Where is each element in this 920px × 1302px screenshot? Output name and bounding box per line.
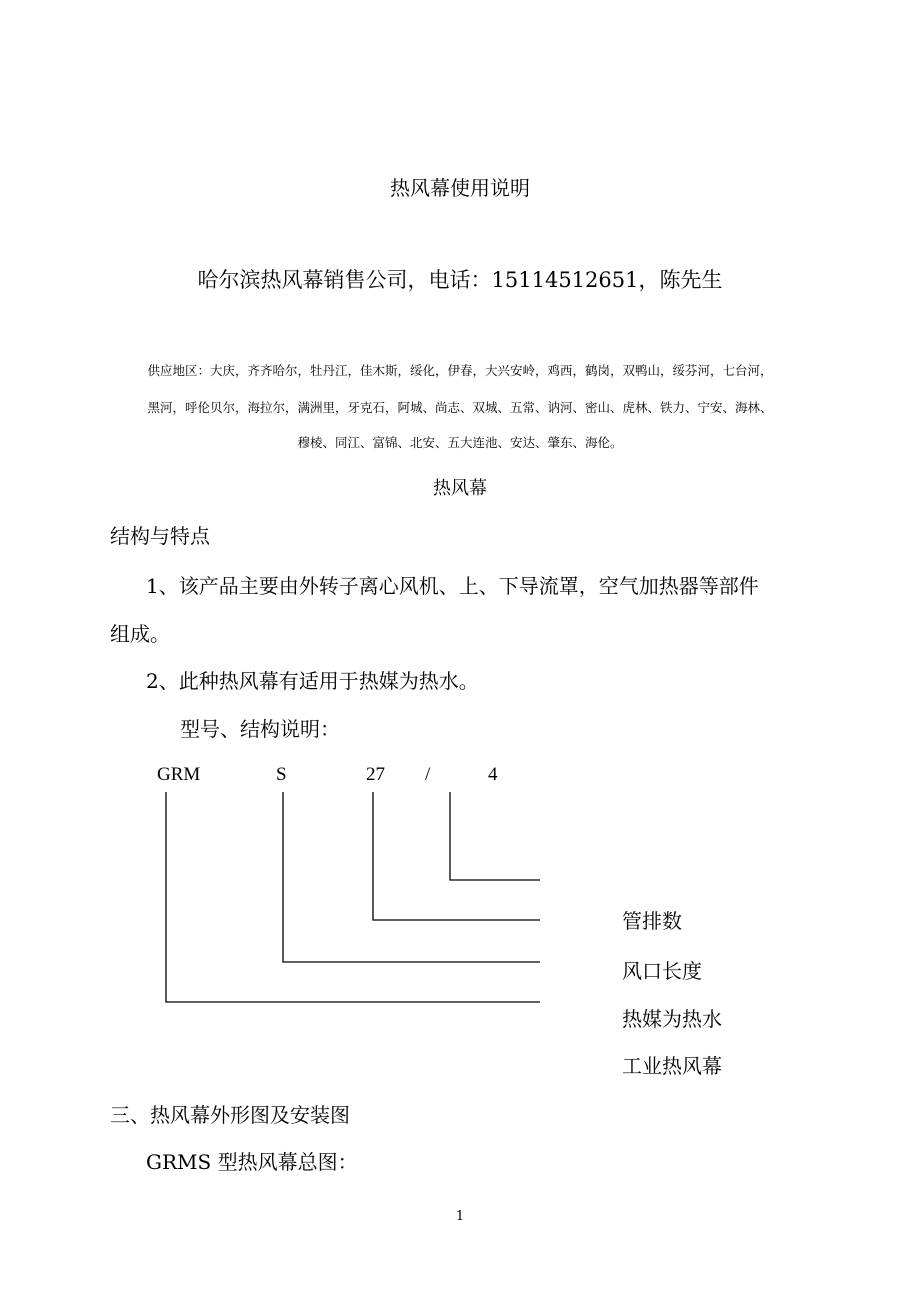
subtitle: 热风幕 xyxy=(433,478,487,499)
figure-caption: GRMS 型热风幕总图： xyxy=(146,1150,358,1174)
company-contact: 哈尔滨热风幕销售公司，电话：15114512651，陈先生 xyxy=(197,268,723,292)
label-tube-rows: 管排数 xyxy=(622,909,682,933)
code-s: S xyxy=(276,764,287,785)
document-title: 热风幕使用说明 xyxy=(390,176,530,200)
label-hot-water: 热媒为热水 xyxy=(622,1007,722,1031)
code-slash: / xyxy=(425,764,431,785)
paragraph: 2、此种热风幕有适用于热媒为热水。 xyxy=(146,669,479,693)
paragraph: 组成。 xyxy=(110,622,170,646)
supply-regions-line: 黑河，呼伦贝尔，海拉尔，满洲里，牙克石，阿城、尚志、双城、五常、讷河、密山、虎林、铁力、宁安、海林、 xyxy=(147,400,773,415)
supply-regions-line: 供应地区：大庆，齐齐哈尔，牡丹江，佳木斯，绥化，伊春，大兴安岭，鸡西，鹤岗，双鸭山，绥芬河，七台河， xyxy=(147,363,773,378)
label-outlet-length: 风口长度 xyxy=(622,959,702,983)
section-heading: 三、热风幕外形图及安装图 xyxy=(110,1103,350,1127)
label-industrial-curtain: 工业热风幕 xyxy=(622,1054,722,1078)
code-rows: 4 xyxy=(488,764,498,785)
paragraph: 1、该产品主要由外转子离心风机、上、下导流罩，空气加热器等部件 xyxy=(146,574,759,598)
model-heading: 型号、结构说明： xyxy=(180,717,340,741)
section-heading: 结构与特点 xyxy=(110,524,210,548)
supply-regions-line: 穆棱、同江、富锦、北安、五大连池、安达、肇东、海伦。 xyxy=(297,435,623,450)
code-number: 27 xyxy=(366,764,385,785)
page-number: 1 xyxy=(455,1209,465,1224)
code-grm: GRM xyxy=(157,764,201,785)
